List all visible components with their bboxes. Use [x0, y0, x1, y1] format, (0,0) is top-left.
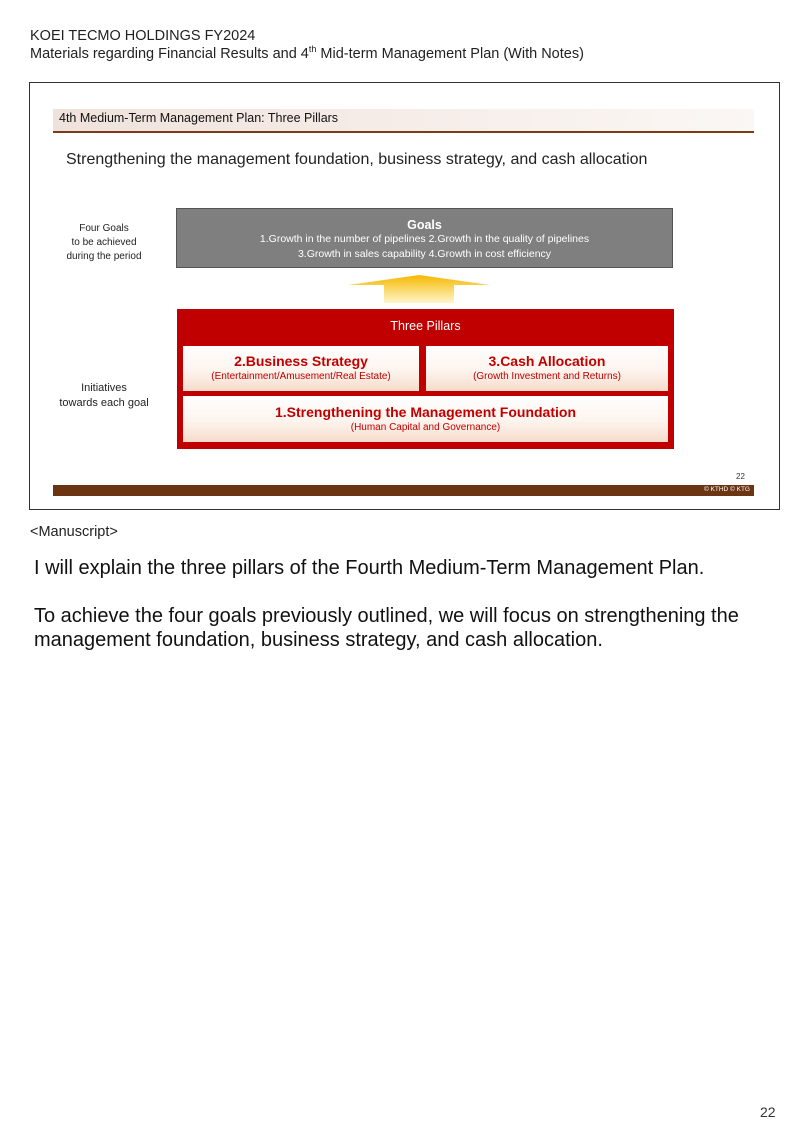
- slide-number: 22: [736, 472, 745, 481]
- goals-side-label: [52, 222, 156, 264]
- pillar-subtitle: (Growth Investment and Returns): [473, 371, 621, 382]
- pillar-cash-allocation: [426, 346, 668, 391]
- manuscript-paragraph: I will explain the three pillars of the Fourth Medium-Term Management Plan.: [34, 557, 705, 579]
- three-pillars-box: [177, 309, 674, 449]
- manuscript-label: <Manuscript>: [30, 524, 118, 540]
- document-header: [30, 27, 584, 63]
- initiatives-side-label-line: Initiatives: [81, 382, 127, 394]
- goals-side-label-line: during the period: [66, 251, 142, 262]
- slide-subtitle: Strengthening the management foundation, business strategy, and cash allocation: [66, 151, 648, 168]
- slide-title-bar: [53, 109, 754, 133]
- manuscript-paragraph: To achieve the four goals previously outlined, we will focus on strengthening the management foundation, business strategy, and cash allocation.: [34, 605, 739, 651]
- pillar-business-strategy: [183, 346, 419, 391]
- pillar-subtitle: (Entertainment/Amusement/Real Estate): [211, 371, 391, 382]
- up-arrow-icon: [348, 275, 490, 303]
- three-pillars-title: Three Pillars: [390, 319, 461, 333]
- document-title: KOEI TECMO HOLDINGS FY2024: [30, 28, 256, 44]
- initiatives-side-label: [48, 381, 160, 411]
- pillar-title: 3.Cash Allocation: [488, 353, 606, 369]
- manuscript-text: [34, 556, 784, 676]
- slide-title: 4th Medium-Term Management Plan: Three Pillars: [59, 111, 339, 125]
- goals-line: 3.Growth in sales capability 4.Growth in cost efficiency: [297, 248, 552, 260]
- slide-frame: [29, 82, 780, 510]
- pillar-subtitle: (Human Capital and Governance): [350, 422, 501, 433]
- goals-side-label-line: to be achieved: [71, 237, 137, 248]
- pillar-title: 2.Business Strategy: [234, 353, 368, 369]
- goals-title: Goals: [407, 218, 442, 232]
- goals-side-label-line: Four Goals: [79, 223, 129, 234]
- goals-line: 1.Growth in the number of pipelines 2.Growth in the quality of pipelines: [259, 233, 590, 245]
- page-number: 22: [760, 1104, 776, 1120]
- pillar-title: 1.Strengthening the Management Foundation: [275, 404, 576, 420]
- initiatives-side-label-line: towards each goal: [59, 397, 149, 409]
- document-subtitle-text: Materials regarding Financial Results and 4: [30, 46, 309, 62]
- document-subtitle: [30, 45, 584, 63]
- pillar-management-foundation: [183, 396, 668, 442]
- document-subtitle-rest: Mid-term Management Plan (With Notes): [316, 46, 584, 62]
- slide-footer-bar: [53, 485, 754, 496]
- ordinal-suffix: th: [308, 44, 317, 55]
- copyright-text: © KTHD © KTG: [703, 486, 750, 493]
- goals-box: [176, 208, 673, 268]
